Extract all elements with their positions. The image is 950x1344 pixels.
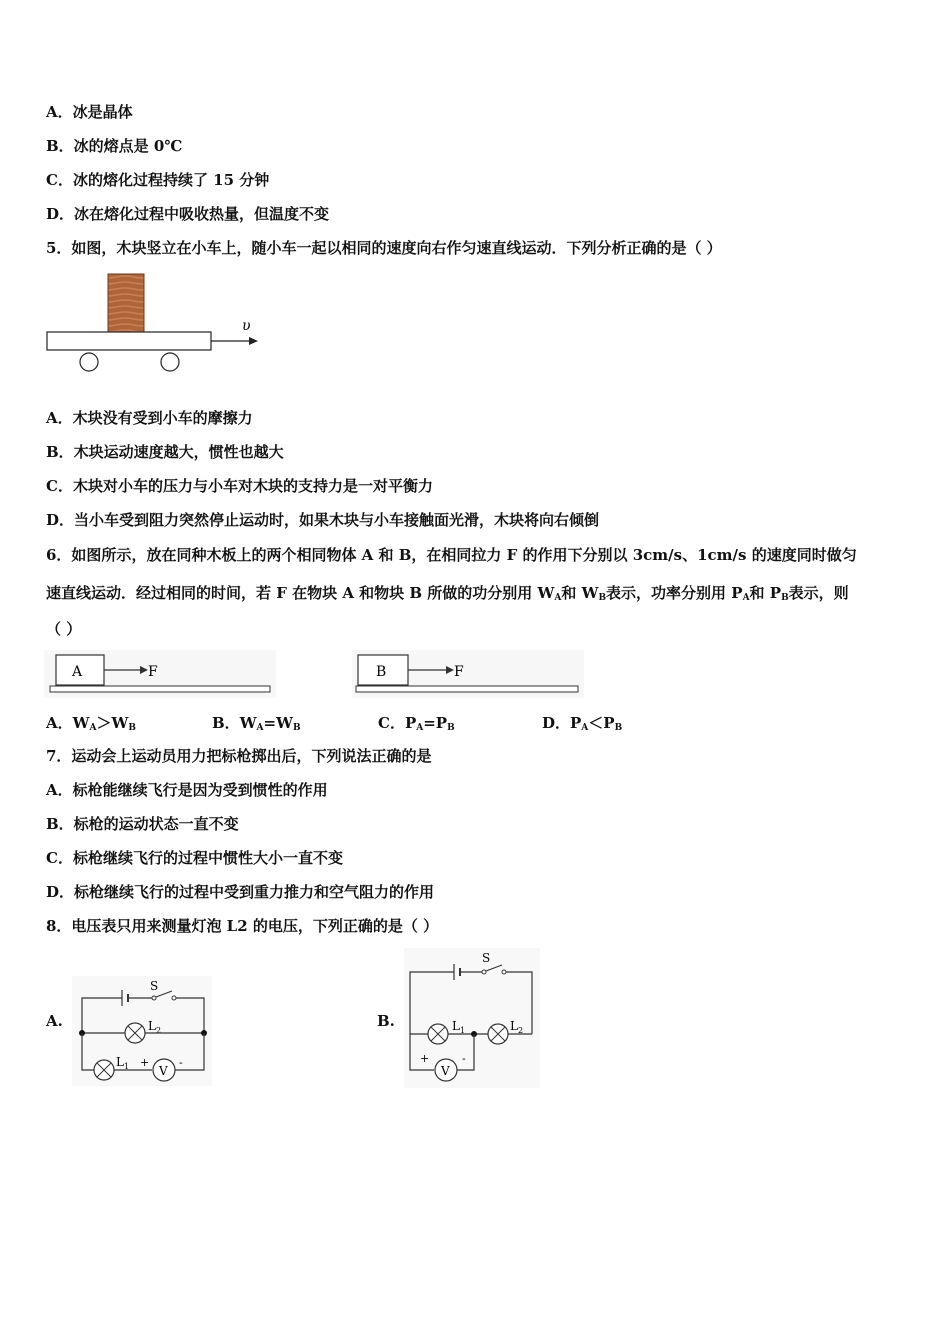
q6-options	[0, 712, 950, 734]
q6-option-b: B．$W_A=W_B$	[212, 714, 301, 733]
q5-option-d: D．当小车受到阻力突然停止运动时，如果木块与小车接触面光滑，木块将向右倾倒	[46, 511, 600, 529]
lamp-l2-label: $L_2$	[148, 1019, 162, 1035]
meter-plus: +	[140, 1056, 150, 1069]
q6-stem-line1: 6．如图所示，放在同种木板上的两个相同物体 A 和 B，在相同拉力 F 的作用下分别以 3cm/s、1cm/s 的速度同时做匀	[46, 546, 857, 564]
q5-option-b: B．木块运动速度越大，惯性也越大	[46, 443, 284, 461]
cart-body	[47, 332, 211, 350]
switch-label-b: S	[482, 951, 491, 965]
meter-minus: -	[179, 1056, 183, 1069]
voltmeter-b-label: V	[441, 1064, 450, 1078]
q5-option-a: A．木块没有受到小车的摩擦力	[46, 409, 253, 427]
q7-option-c: C．标枪继续飞行的过程中惯性大小一直不变	[46, 849, 343, 867]
q8-circuit-b	[404, 948, 540, 1088]
q5-stem: 5．如图，木块竖立在小车上，随小车一起以相同的速度向右作匀速直线运动．下列分析正确的是（ ）	[46, 239, 722, 257]
voltmeter-label: V	[159, 1064, 168, 1078]
q7-stem: 7．运动会上运动员用力把标枪掷出后，下列说法正确的是	[46, 747, 432, 765]
switch-label: S	[150, 979, 159, 993]
meter-minus-b: -	[462, 1052, 466, 1065]
block-b-label: B	[376, 664, 387, 680]
q7-option-b: B．标枪的运动状态一直不变	[46, 815, 239, 833]
q6-stem-line2: 速直线运动．经过相同的时间，若 F 在物块 A 和物块 B 所做的功分别用 $W_A$和 $W_B$表示，功率分别用 $P_A$和 $P_B$表示，则	[46, 584, 849, 603]
block-a-label: A	[72, 664, 83, 680]
lamp-l1-b-label: $L_1$	[452, 1019, 466, 1035]
board-b	[356, 686, 578, 692]
lamp-l2-b-label: $L_2$	[510, 1019, 524, 1035]
q7-option-a: A．标枪能继续飞行是因为受到惯性的作用	[46, 781, 328, 799]
force-label-a: F	[148, 664, 158, 680]
board-a	[50, 686, 270, 692]
lamp-l1-label: $L_1$	[116, 1055, 130, 1071]
q8-option-a-label: A.	[46, 1012, 63, 1030]
cart-wheel-left	[80, 353, 98, 371]
q4-option-b: B．冰的熔点是 0℃	[46, 137, 183, 155]
cart-wheel-right	[161, 353, 179, 371]
q6-stem-line3: （ ）	[46, 620, 82, 638]
q6-figure-a	[44, 650, 276, 698]
q5-option-c: C．木块对小车的压力与小车对木块的支持力是一对平衡力	[46, 477, 433, 495]
meter-plus-b: +	[420, 1052, 430, 1065]
q6-option-c: C．$P_A=P_B$	[378, 714, 455, 733]
q6-option-d: D．$P_A<P_B$	[542, 714, 623, 733]
q8-circuit-a	[72, 976, 212, 1086]
q8-option-b-label: B.	[377, 1012, 395, 1030]
q4-option-d: D．冰在熔化过程中吸收热量，但温度不变	[46, 205, 330, 223]
q4-option-a: A．冰是晶体	[46, 103, 133, 121]
velocity-arrowhead	[249, 337, 258, 345]
q8-stem: 8．电压表只用来测量灯泡 L2 的电压，下列正确的是（ ）	[46, 917, 439, 935]
q6-figure-b	[352, 650, 584, 698]
q6-option-a: A．$W_A>W_B$	[46, 714, 136, 733]
q4-option-c: C．冰的熔化过程持续了 15 分钟	[46, 171, 270, 189]
q7-option-d: D．标枪继续飞行的过程中受到重力推力和空气阻力的作用	[46, 883, 435, 901]
force-label-b: F	[454, 664, 464, 680]
wooden-block	[108, 274, 144, 332]
q5-cart-figure	[44, 268, 274, 378]
velocity-label: υ	[242, 318, 251, 334]
